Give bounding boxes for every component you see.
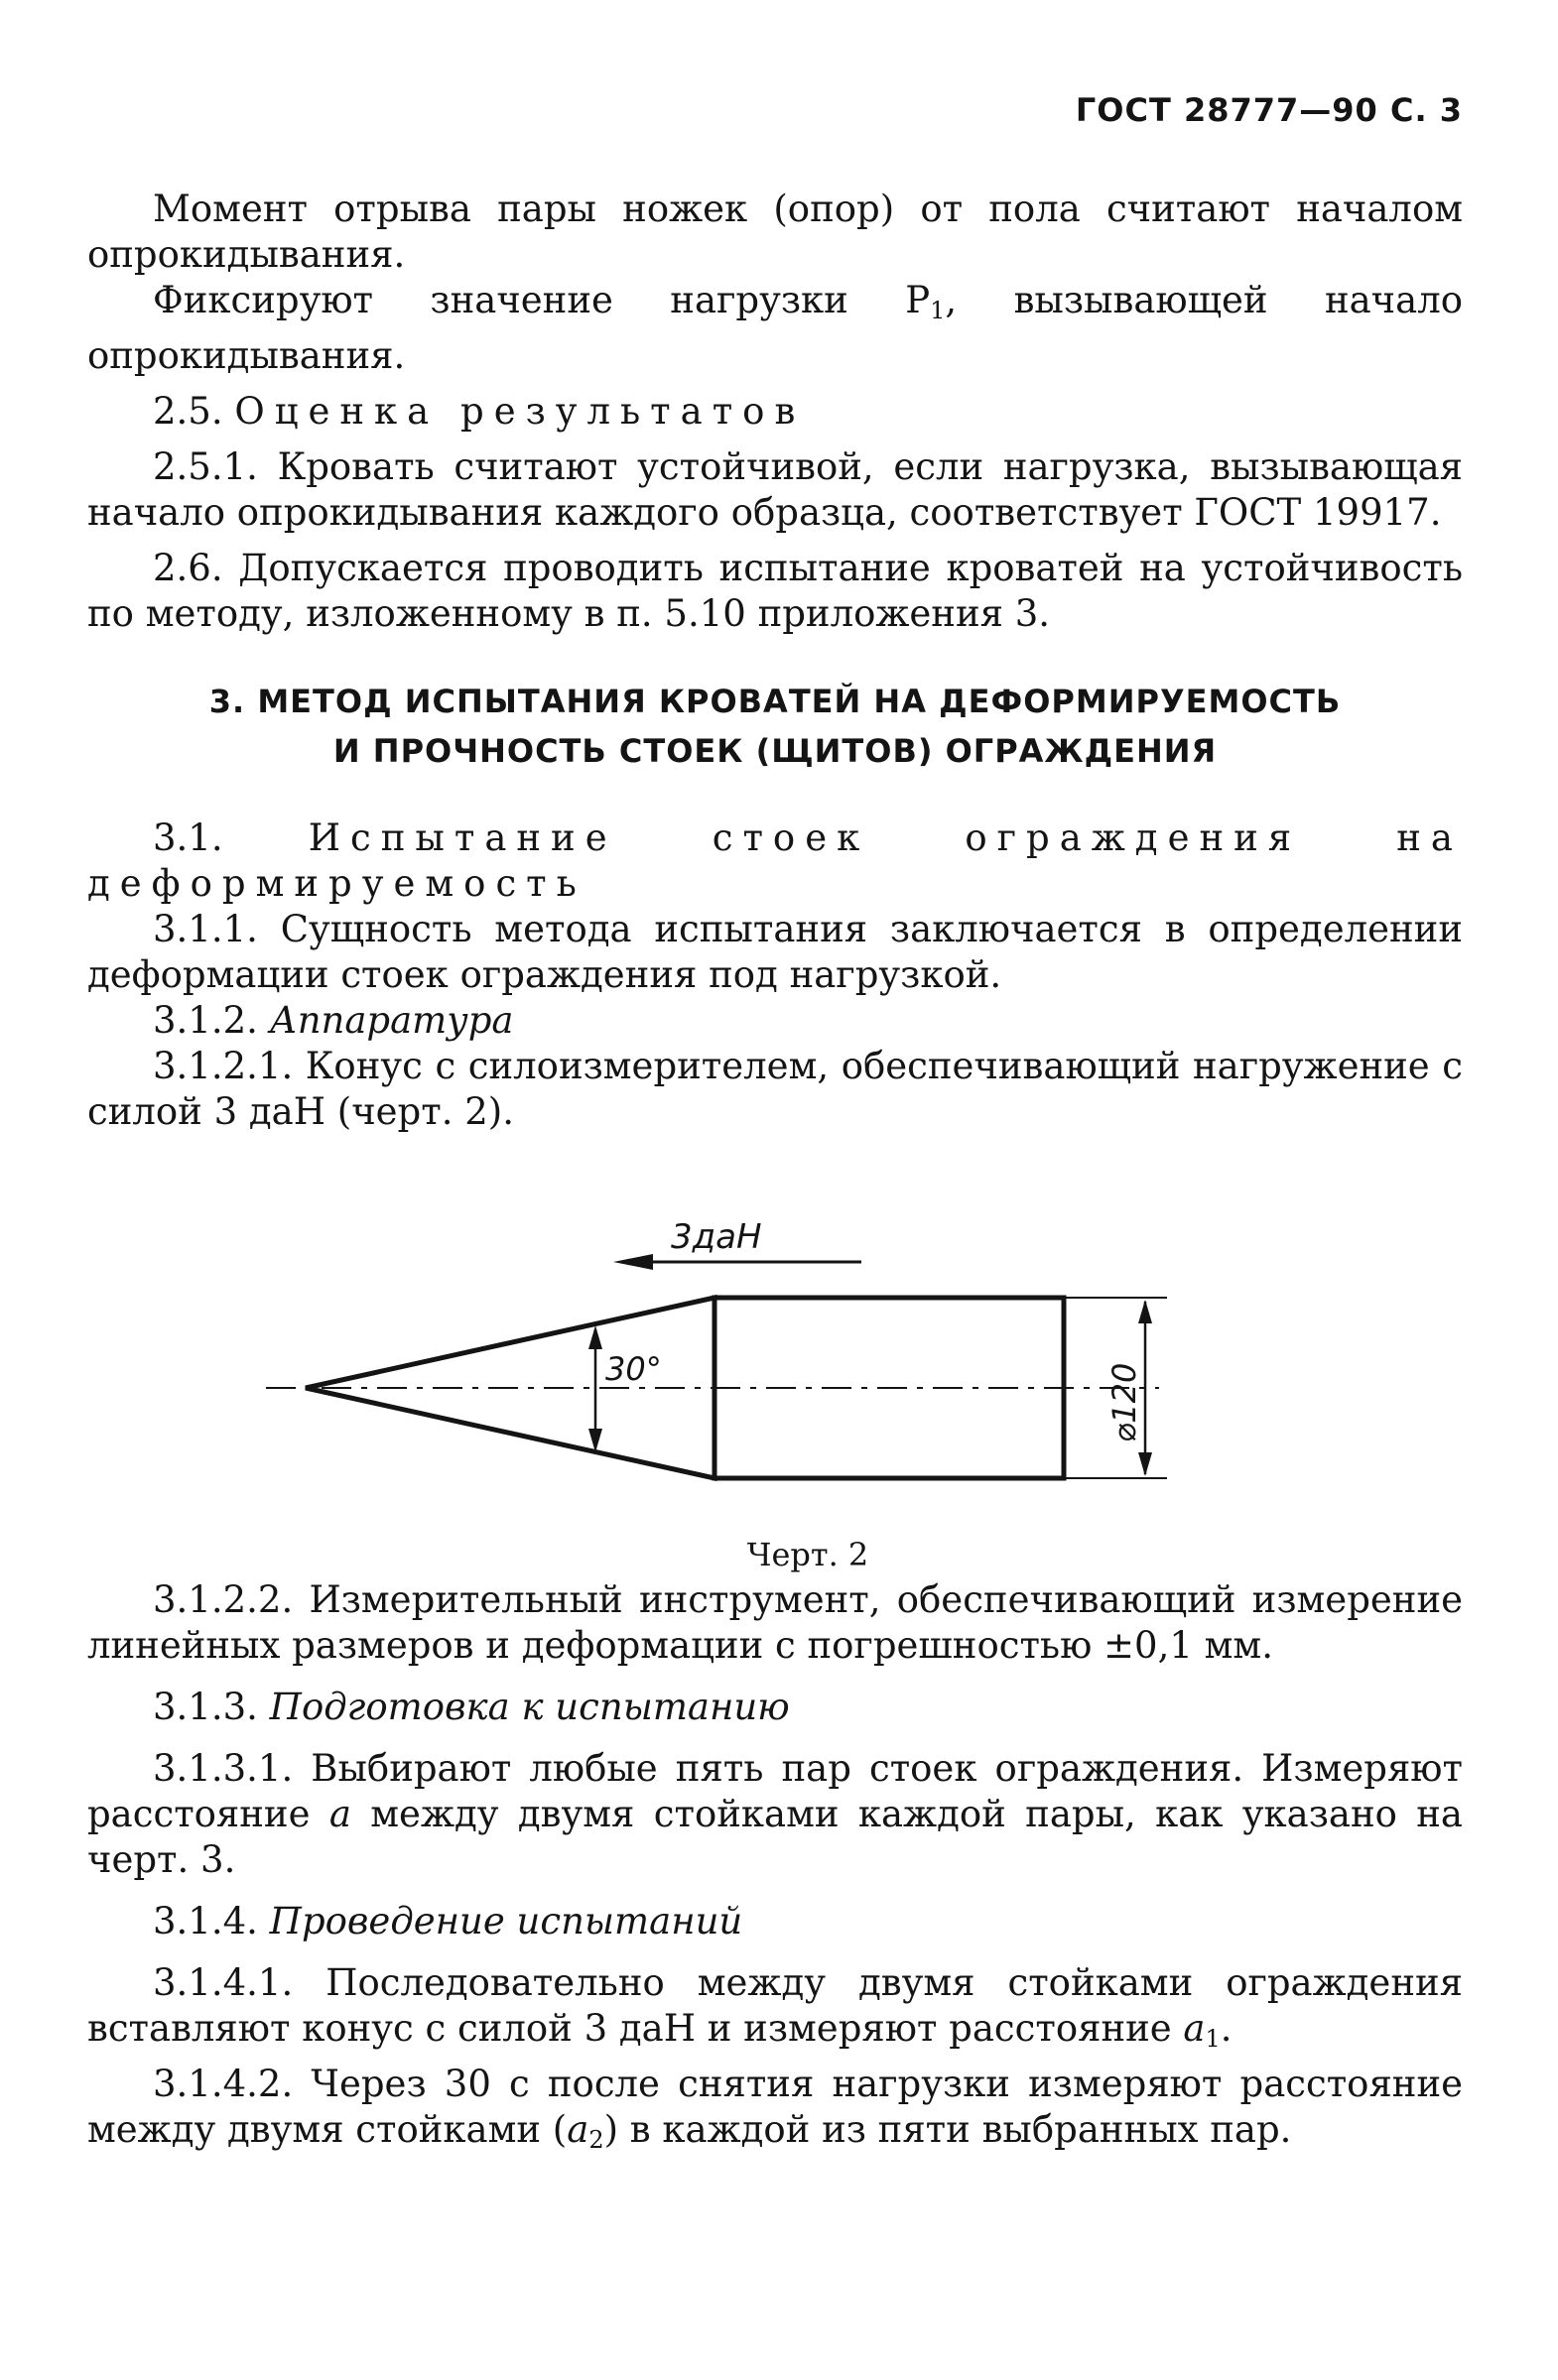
subsection-heading xyxy=(87,1899,1463,1944)
section-heading-text: Оценка результатов xyxy=(234,390,806,433)
text-run: 3.1.3.1. Выбирают любые пять пар стоек ограждения. Измеряют расстояние xyxy=(87,1747,1463,1835)
paragraph xyxy=(87,2062,1463,2163)
section-title-line: И ПРОЧНОСТЬ СТОЕК (ЩИТОВ) ОГРАЖДЕНИЯ xyxy=(332,732,1218,770)
paragraph: Момент отрыва пары ножек (опор) от пола считают началом опрокидывания. xyxy=(87,188,1463,276)
section-number: 3.1. xyxy=(153,816,309,859)
text-run: между двумя стойками каждой пары, как указано на черт. 3. xyxy=(87,1793,1463,1881)
figure-caption: Черт. 2 xyxy=(746,1536,869,1573)
subsection-heading-text: Проведение испытаний xyxy=(269,1900,743,1942)
subsection-heading-text: Аппаратура xyxy=(269,999,514,1042)
text-run: Фиксируют значение нагрузки P xyxy=(153,279,931,321)
figure-cone-drawing xyxy=(87,1204,1463,1532)
diameter-arrow-top xyxy=(1138,1300,1152,1323)
subscript: 1 xyxy=(1205,2025,1221,2053)
text-run: 3.1.4.1. Последовательно между двумя стойками ограждения вставляют конус с силой 3 даН и измеряют расстояние xyxy=(87,1961,1463,2050)
subscript: 1 xyxy=(930,297,946,324)
cone-drawing xyxy=(87,1204,1463,1532)
subsection-heading-text: Испытание стоек ограждения на деформируемость xyxy=(87,816,1463,905)
section-heading xyxy=(87,389,1463,435)
subsection-heading xyxy=(87,1685,1463,1730)
subsection-heading xyxy=(87,998,1463,1044)
page-header: ГОСТ 28777—90 С. 3 xyxy=(1075,91,1463,129)
section-number: 3.1.4. xyxy=(153,1900,270,1942)
text-run: . xyxy=(1220,2007,1233,2050)
paragraph xyxy=(87,1960,1463,2062)
variable: a xyxy=(328,1793,351,1835)
section-number: 3.1.2. xyxy=(153,999,270,1042)
paragraph xyxy=(87,1746,1463,1883)
force-arrow-head xyxy=(613,1254,653,1270)
paragraph: 3.1.2.2. Измерительный инструмент, обеспечивающий измерение линейных размеров и деформации с погрешностью ±0,1 мм. xyxy=(87,1578,1463,1667)
angle-label: 30° xyxy=(605,1350,662,1388)
angle-arrow-top xyxy=(588,1325,602,1349)
section-title-line: 3. МЕТОД ИСПЫТАНИЯ КРОВАТЕЙ НА ДЕФОРМИРУЕМОСТЬ xyxy=(208,683,1342,720)
text-run: 3.1.4.2. Через 30 с после снятия нагрузки измеряют расстояние между двумя стойками ( xyxy=(87,2063,1463,2151)
subsection-heading-text: Подготовка к испытанию xyxy=(269,1686,790,1728)
variable: a xyxy=(567,2108,589,2151)
paragraph: 3.1.1. Сущность метода испытания заключается в определении деформации стоек ограждения под нагрузкой. xyxy=(87,908,1463,996)
paragraph: 3.1.2.1. Конус с силоизмерителем, обеспечивающий нагружение с силой 3 даН (черт. 2). xyxy=(87,1045,1463,1133)
section-title xyxy=(87,677,1463,776)
paragraph: 2.5.1. Кровать считают устойчивой, если нагрузка, вызывающая начало опрокидывания каждого образца, соответствует ГОСТ 19917. xyxy=(87,445,1463,534)
force-label: 3даН xyxy=(671,1217,762,1257)
text-run: , вызывающей начало опрокидывания. xyxy=(87,279,1463,377)
paragraph xyxy=(87,278,1463,379)
text-run: ) в каждой из пяти выбранных пар. xyxy=(603,2108,1292,2151)
diameter-label: ⌀120 xyxy=(1105,1362,1143,1442)
variable: a xyxy=(1183,2007,1206,2050)
subscript: 2 xyxy=(588,2126,604,2154)
page-content xyxy=(87,187,1463,2163)
section-number: 2.5. xyxy=(153,390,235,433)
paragraph: 2.6. Допускается проводить испытание кроватей на устойчивость по методу, изложенному в п. 5.10 приложения 3. xyxy=(87,547,1463,635)
subsection-heading xyxy=(87,815,1463,907)
section-number: 3.1.3. xyxy=(153,1686,270,1728)
diameter-arrow-bottom xyxy=(1138,1452,1152,1476)
